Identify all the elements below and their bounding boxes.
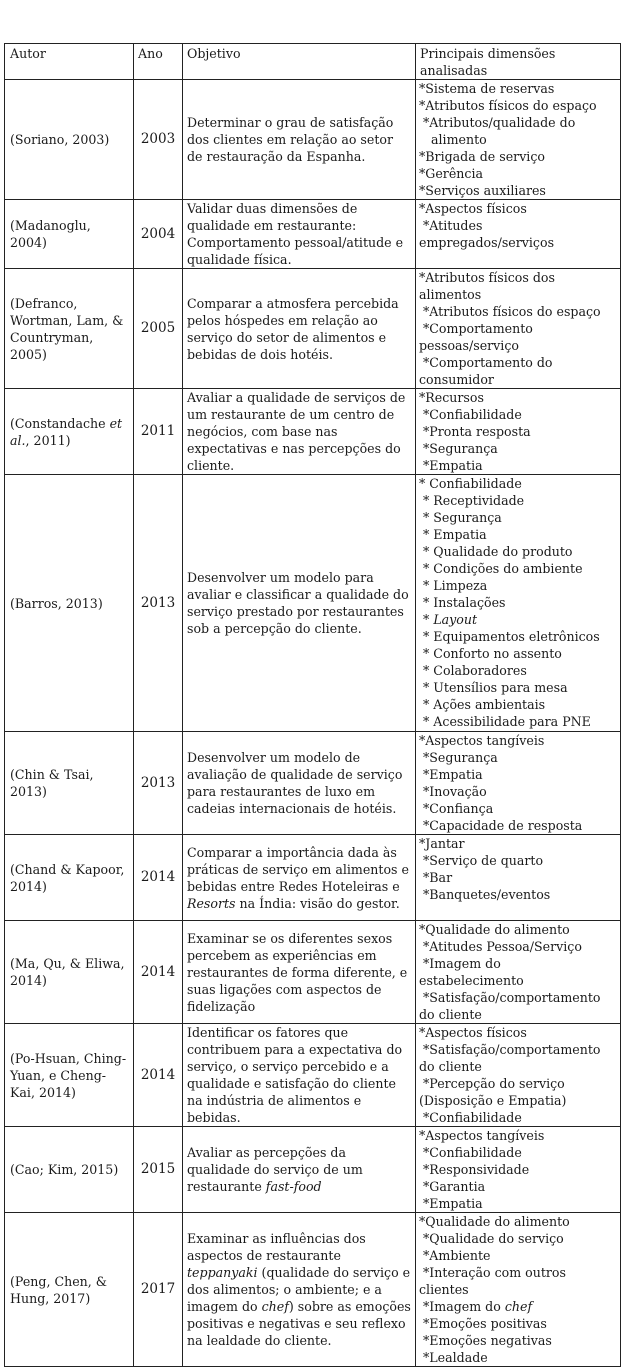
dimension-item: *Imagem do chef [419,1299,533,1314]
cell-objetivo: Examinar se os diferentes sexos percebem as experiências em restaurantes de forma diferente, e suas ligações com aspectos de fidelização [183,921,416,1024]
dimension-item: *Empatia [419,767,483,782]
cell-ano: 2005 [134,269,183,389]
dimension-item: *Gerência [419,166,483,181]
dimension-item: *Satisfação/comportamento [419,1042,601,1057]
cell-autor: (Chand & Kapoor, 2014) [5,835,134,921]
dimension-item: * Limpeza [419,578,488,593]
dimension-item: *Segurança [419,441,498,456]
cell-ano: 2014 [134,921,183,1024]
dimension-item: *Qualidade do alimento [419,1214,570,1229]
cell-ano: 2015 [134,1127,183,1213]
cell-dimensoes [416,269,621,389]
dimension-item: *Atributos físicos do espaço [419,304,601,319]
dimension-item: *Confiabilidade [419,1145,522,1160]
dimension-item: *Satisfação/comportamento [419,990,601,1005]
dimension-item: * Conforto no assento [419,646,562,661]
cell-autor: (Chin & Tsai, 2013) [5,732,134,835]
dimension-item: * Colaboradores [419,663,527,678]
dimension-item: do cliente [419,1059,482,1074]
header-objetivo: Objetivo [183,44,416,80]
cell-dimensoes [416,200,621,269]
dimension-item: estabelecimento [419,973,524,988]
objetivo-em: Resorts [187,895,236,911]
objetivo-em: chef [261,1299,289,1314]
dimension-item: *Serviço de quarto [419,853,544,868]
dimension-item: *Confiabilidade [419,1110,522,1125]
dimension-item: *Lealdade [419,1350,488,1365]
cell-dimensoes [416,1213,621,1367]
dimension-item: *Garantia [419,1179,486,1194]
dimension-item: empregados/serviços [419,235,555,250]
dimension-item: * Acessibilidade para PNE [419,714,591,729]
dimension-item: *Aspectos tangíveis [419,733,545,748]
cell-dimensoes [416,80,621,200]
cell-dimensoes [416,835,621,921]
table-row [5,475,621,732]
dimension-item: *Comportamento [419,321,533,336]
dimension-item: * Empatia [419,527,487,542]
dimension-item: * Utensílios para mesa [419,680,568,695]
cell-dimensoes [416,1024,621,1127]
dimension-item: *Comportamento do [419,355,553,370]
cell-autor: (Madanoglu, 2004) [5,200,134,269]
cell-dimensoes [416,921,621,1024]
dimension-item: *Sistema de reservas [419,81,555,96]
cell-objetivo [183,1213,416,1367]
dimension-item: *Responsividade [419,1162,530,1177]
objetivo-text: Examinar as influências dos aspectos de restaurante [187,1231,366,1263]
dimension-item: * Receptividade [419,493,525,508]
dimension-item: *Emoções negativas [419,1333,552,1348]
dimension-item: *Qualidade do serviço [419,1231,564,1246]
cell-objetivo [183,835,416,921]
dimension-item: * Equipamentos eletrônicos [419,629,600,644]
objetivo-em: fast-food [265,1179,322,1194]
dimension-item: *Pronta resposta [419,424,531,439]
cell-autor [5,389,134,475]
cell-autor: (Peng, Chen, & Hung, 2017) [5,1213,134,1367]
dimension-item: *Empatia [419,458,483,473]
dimension-item: * Segurança [419,510,502,525]
header-ano: Ano [134,44,183,80]
objetivo-text: Comparar a importância dada às práticas de serviço em alimentos e bebidas entre Redes Hoteleiras e [187,844,409,894]
dimension-item: clientes [419,1282,469,1297]
table-row [5,1213,621,1367]
table-row [5,200,621,269]
dimension-item: *Recursos [419,390,484,405]
cell-autor: (Ma, Qu, & Eliwa, 2014) [5,921,134,1024]
dimension-item: *Percepção do serviço [419,1076,565,1091]
dimension-item: *Emoções positivas [419,1316,547,1331]
dimension-item: * Ações ambientais [419,697,546,712]
cell-autor: (Barros, 2013) [5,475,134,732]
cell-objetivo: Validar duas dimensões de qualidade em restaurante: Comportamento pessoal/atitude e qualidade física. [183,200,416,269]
dimension-item: * Layout [419,612,478,627]
cell-objetivo: Identificar os fatores que contribuem para a expectativa do serviço, o serviço percebido e a qualidade e satisfação do cliente na indústria de alimentos e bebidas. [183,1024,416,1127]
dimension-item: *Capacidade de resposta [419,818,583,833]
dimension-item: *Atributos/qualidade do [419,115,576,130]
table-row [5,835,621,921]
cell-dimensoes [416,389,621,475]
table-row [5,269,621,389]
dimension-item: *Empatia [419,1196,483,1211]
dimension-item: alimento [419,132,487,147]
dimension-item: *Imagem do [419,956,501,971]
studies-table [4,43,621,1367]
dimension-item: *Atributos físicos dos [419,270,555,285]
table-row [5,80,621,200]
autor-tail: , 2011) [25,432,71,448]
objetivo-text: (qualidade do serviço e dos alimentos; o ambiente; e a imagem do [187,1265,411,1314]
cell-dimensoes [416,475,621,732]
dimension-item: * Instalações [419,595,506,610]
dimension-item: * Condições do ambiente [419,561,583,576]
dimension-item: pessoas/serviço [419,338,519,353]
cell-ano: 2017 [134,1213,183,1367]
dimension-item: *Aspectos físicos [419,1025,527,1040]
cell-objetivo [183,1127,416,1213]
dimension-item: *Jantar [419,836,465,851]
dimension-item: consumidor [419,372,494,387]
cell-dimensoes [416,732,621,835]
dimension-item: *Serviços auxiliares [419,183,546,198]
table-row [5,389,621,475]
dimension-item: *Inovação [419,784,487,799]
cell-objetivo: Desenvolver um modelo de avaliação de qualidade de serviço para restaurantes de luxo em cadeias internacionais de hotéis. [183,732,416,835]
cell-ano: 2013 [134,732,183,835]
cell-ano: 2013 [134,475,183,732]
dimension-item: do cliente [419,1007,482,1022]
dimension-item: *Banquetes/eventos [419,887,551,902]
cell-ano: 2004 [134,200,183,269]
table-row [5,732,621,835]
autor-text: (Constandache [10,415,106,431]
dimension-item: *Atributos físicos do espaço [419,98,597,113]
cell-objetivo: Desenvolver um modelo para avaliar e classificar a qualidade do serviço prestado por restaurantes sob a percepção do cliente. [183,475,416,732]
cell-autor: (Po-Hsuan, Ching-Yuan, e Cheng-Kai, 2014) [5,1024,134,1127]
dimension-item: *Confiabilidade [419,407,522,422]
dimension-item: *Aspectos tangíveis [419,1128,545,1143]
dimension-item: * Qualidade do produto [419,544,573,559]
objetivo-text: ) sobre as emoções positivas e negativas e seu reflexo na lealdade do cliente. [187,1299,411,1348]
dimension-item: *Brigada de serviço [419,149,545,164]
objetivo-em: teppanyaki [187,1265,258,1280]
dimension-item: *Qualidade do alimento [419,922,570,937]
autor-et-al: et al. [10,415,123,448]
header-autor: Autor [5,44,134,80]
dimension-item: *Interação com outros [419,1265,566,1280]
header-dimensoes: Principais dimensões analisadas [416,44,621,80]
cell-dimensoes [416,1127,621,1213]
dimension-item: *Ambiente [419,1248,491,1263]
dimension-item: *Atitudes Pessoa/Serviço [419,939,582,954]
cell-objetivo: Determinar o grau de satisfação dos clientes em relação ao setor de restauração da Espanha. [183,80,416,200]
table-row [5,1024,621,1127]
objetivo-text: Avaliar as percepções da qualidade do serviço de um restaurante [187,1145,363,1194]
dimension-item: *Atitudes [419,218,483,233]
cell-ano: 2011 [134,389,183,475]
cell-autor: (Defranco, Wortman, Lam, & Countryman, 2005) [5,269,134,389]
cell-ano: 2003 [134,80,183,200]
cell-autor: (Cao; Kim, 2015) [5,1127,134,1213]
table-row [5,1127,621,1213]
dimension-item: *Segurança [419,750,498,765]
table-row [5,921,621,1024]
dimension-item: * Confiabilidade [419,476,522,491]
dimension-item: *Aspectos físicos [419,201,527,216]
dimension-item: (Disposição e Empatia) [419,1093,567,1108]
objetivo-text: na Índia: visão do gestor. [235,895,400,911]
dimension-item: *Bar [419,870,453,885]
cell-objetivo: Avaliar a qualidade de serviços de um restaurante de um centro de negócios, com base nas expectativas e nas percepções do cliente. [183,389,416,475]
dimension-item: alimentos [419,287,482,302]
cell-objetivo: Comparar a atmosfera percebida pelos hóspedes em relação ao serviço do setor de alimentos e bebidas de dois hotéis. [183,269,416,389]
cell-ano: 2014 [134,1024,183,1127]
cell-autor: (Soriano, 2003) [5,80,134,200]
cell-ano: 2014 [134,835,183,921]
header-row [5,44,621,80]
dimension-item: *Confiança [419,801,494,816]
